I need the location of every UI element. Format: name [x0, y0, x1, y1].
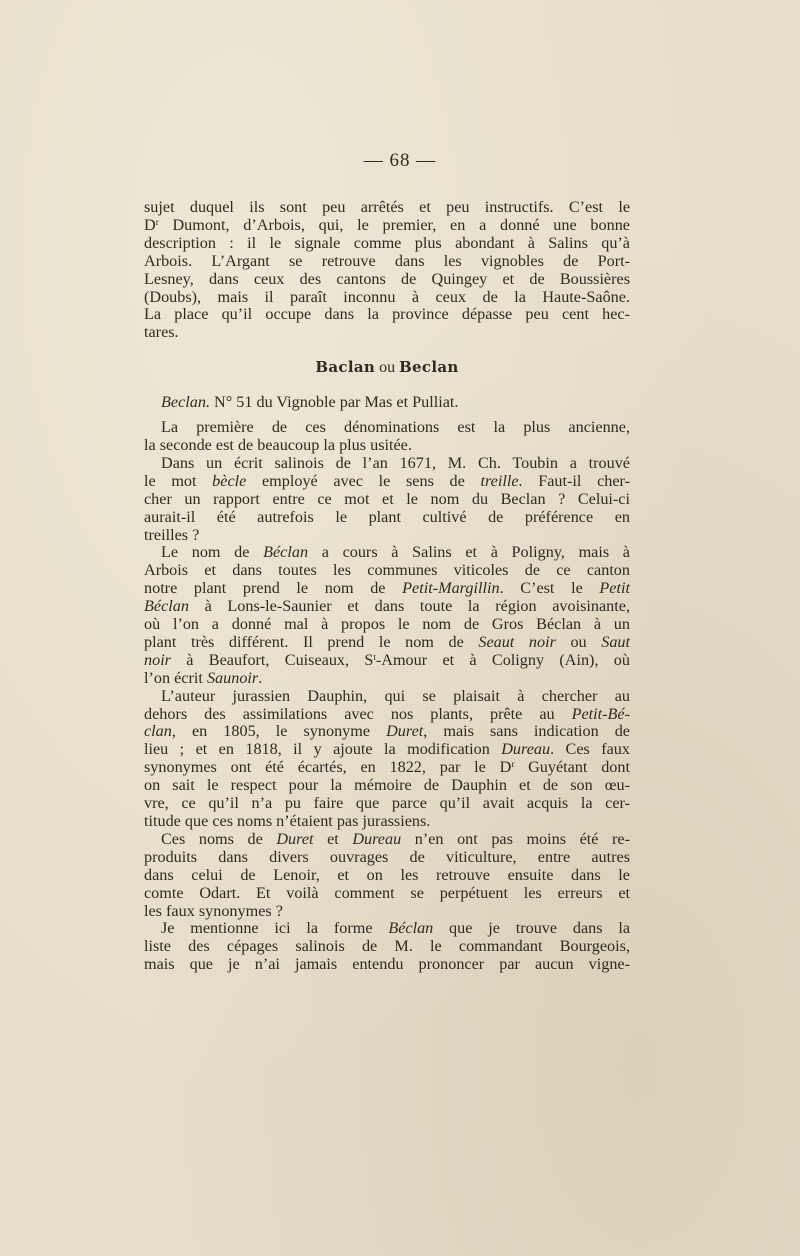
text-line: vre, ce qu’il n’a pu faire que parce qu’il avait acquis la cer-	[144, 794, 630, 813]
text-line: liste des cépages salinois de M. le commandant Bourgeois,	[144, 937, 630, 956]
text-line: $D^r$ Dumont, d’Arbois, qui, le premier, en a donné une bonne	[144, 215, 630, 234]
text-line: Dans un écrit salinois de l’an 1671, M. Ch. Toubin a trouvé	[161, 453, 630, 472]
text-line: dans celui de Lenoir, et on les retrouve ensuite dans le	[144, 865, 630, 884]
text-line: Le nom de Béclan a cours à Salins et à Poligny, mais à	[161, 543, 630, 562]
text-line: tares.	[144, 323, 179, 342]
text-line: aurait-il été autrefois le plant cultivé de préférence en	[144, 507, 630, 526]
text-line: où l’on a donné mal à propos le nom de Gros Béclan à un	[144, 615, 630, 634]
section-heading: Baclan ou Beclan	[315, 358, 459, 377]
text-line: Béclan à Lons-le-Saunier et dans toute la région avoisinante,	[144, 597, 630, 616]
text-line: Lesney, dans ceux des cantons de Quingey et de Boussières	[144, 269, 630, 288]
text-line: treilles ?	[144, 525, 200, 544]
text-line: Arbois et dans toutes les communes viticoles de ce canton	[144, 561, 630, 580]
body-text	[144, 199, 630, 974]
text-line: Ces noms de Duret et Dureau n’en ont pas moins été re-	[161, 829, 631, 848]
text-line: (Doubs), mais il paraît inconnu à ceux de la Haute-Saône.	[144, 287, 630, 306]
text-line: synonymes ont été écartés, en 1822, par le $D^r$ Guyétant dont	[144, 758, 630, 777]
text-line: La première de ces dénominations est la plus ancienne,	[161, 418, 630, 437]
text-line: L’auteur jurassien Dauphin, qui se plaisait à chercher au	[161, 686, 630, 705]
text-line: La place qu’il occupe dans la province dépasse peu cent hec-	[144, 305, 630, 324]
text-line: Beclan. N° 51 du Vignoble par Mas et Pulliat.	[161, 393, 459, 412]
text-line: on sait le respect pour la mémoire de Dauphin et de son œu-	[144, 776, 630, 795]
text-line: dehors des assimilations avec nos plants, prête au Petit-Bé-	[144, 704, 630, 723]
text-line: le mot bècle employé avec le sens de treille. Faut-il cher-	[144, 471, 630, 490]
text-line: mais que je n’ai jamais entendu prononcer par aucun vigne-	[144, 955, 630, 974]
text-line: comte Odart. Et voilà comment se perpétuent les erreurs et	[144, 883, 630, 902]
text-line: lieu ; et en 1818, il y ajoute la modification Dureau. Ces faux	[144, 740, 630, 759]
text-line: plant très différent. Il prend le nom de Seaut noir ou Saut	[144, 632, 631, 651]
text-line: cher un rapport entre ce mot et le nom du Beclan ? Celui-ci	[144, 489, 630, 508]
text-line: produits dans divers ouvrages de viticulture, entre autres	[144, 847, 630, 866]
text-line: description : il le signale comme plus abondant à Salins qu’à	[144, 233, 630, 252]
text-line: Je mentionne ici la forme Béclan que je trouve dans la	[161, 919, 631, 938]
page-number: — 68 —	[363, 150, 437, 171]
text-line: sujet duquel ils sont peu arrêtés et peu instructifs. C’est le	[144, 198, 630, 216]
text-line: la seconde est de beaucoup la plus usitée.	[144, 435, 412, 454]
text-line: les faux synonymes ?	[144, 901, 283, 920]
text-line: Arbois. L’Argant se retrouve dans les vignobles de Port-	[144, 251, 630, 270]
text-line: notre plant prend le nom de Petit-Margillin. C’est le Petit	[144, 579, 630, 598]
text-line: titude que ces noms n’étaient pas jurassiens.	[144, 812, 431, 830]
text-line: clan, en 1805, le synonyme Duret, mais sans indication de	[144, 722, 630, 741]
text-line: l’on écrit Saunoir.	[144, 668, 263, 687]
text-line: noir à Beaufort, Cuiseaux, $S^t$-Amour et à Coligny (Ain), où	[144, 650, 630, 669]
